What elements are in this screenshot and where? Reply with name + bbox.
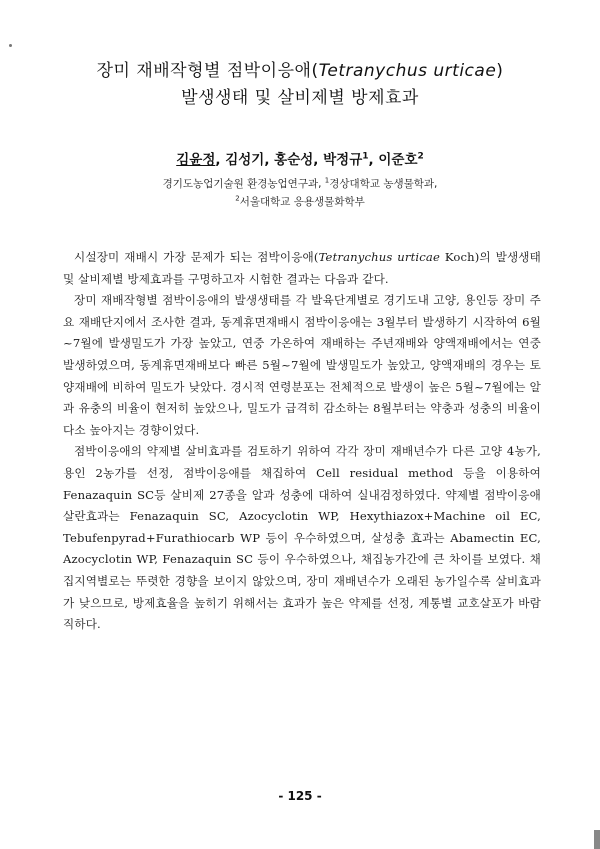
- title-line-1-prefix: 장미 재배작형별 점박이응애(: [96, 61, 319, 81]
- affiliation-2-mark: 2: [235, 194, 240, 203]
- author-separator: ,: [215, 152, 226, 168]
- presenting-author: 김윤정: [176, 152, 216, 168]
- affiliation-line-1: [40, 176, 560, 191]
- title-line-1-suffix: ): [496, 61, 504, 81]
- author-4: 박정규: [323, 152, 363, 168]
- page-number: - 125 -: [278, 789, 322, 803]
- scan-edge: [594, 830, 600, 849]
- species-name-italic: Tetranychus urticae: [318, 250, 440, 264]
- author-5-affil-mark: 2: [417, 151, 424, 162]
- author-3: 홍순성: [274, 152, 314, 168]
- author-separator: ,: [264, 152, 275, 168]
- abstract-body: [63, 247, 541, 636]
- author-separator: ,: [368, 152, 379, 168]
- author-separator: ,: [313, 152, 324, 168]
- abstract-p1-text: 시설장미 재배시 가장 문제가 되는 점박이응애(: [74, 250, 319, 264]
- abstract-paragraph-1: [63, 247, 541, 290]
- title-species-name: Tetranychus urticae: [318, 61, 497, 81]
- affiliation-2: 서울대학교 응용생물화학부: [239, 196, 365, 208]
- paper-title: [40, 58, 560, 112]
- scan-speck: [9, 44, 12, 47]
- author-list: [40, 148, 560, 168]
- affiliation-line-2: [40, 194, 560, 209]
- abstract-paragraph-2: 장미 재배작형별 점박이응애의 발생생태를 각 발육단계별로 경기도내 고양, 용인등 장미 주요 재배단지에서 조사한 결과, 동계휴면재배시 점박이응애는 3월부터 발생하기 시작하여 6월~7월에 발생밀도가 가장 높았고, 연중 가온하여 재배하는 주년재배와 양액재배에서는 연중 발생하였으며, 동계휴면재배보다 빠른 5월~7월에 발생밀도가 높았고, 양액재배의 경우는 토양재배에 비하여 밀도가 낮았다. 경시적 연령분포는 전체적으로 발생이 높은 5월~7월에는 알과 유충의 비율이 현저히 높았으나, 밀도가 급격히 감소하는 8월부터는 약충과 성충의 비율이 다소 높아지는 경향이었다.: [63, 293, 541, 437]
- abstract-p1-text-cont: Koch)의 발생생태 및 살비제별 방제효과를 구명하고자 시험한 결과는 다음과 같다.: [63, 250, 541, 286]
- title-line-2: 발생생태 및 살비제별 방제효과: [181, 88, 419, 108]
- abstract-paragraph-3: 점박이응애의 약제별 살비효과를 검토하기 위하여 각각 장미 재배년수가 다른 고양 4농가, 용인 2농가를 선정, 점박이응애를 채집하여 Cell residual method 등을 이용하여 Fenazaquin SC등 살비제 27종을 알과 성충에 대하여 실내검정하였다. 약제별 점박이응애 살란효과는 Fenazaquin SC, Azocyclotin WP, Hexythiazox+Machine oil EC, Tebufenpyrad+Furathiocarb WP 등이 우수하였으며, 살성충 효과는 Abamectin EC, Azocyclotin WP, Fenazaquin SC 등이 우수하였으나, 채집농가간에 큰 차이를 보였다. 채집지역별로는 뚜렷한 경향을 보이지 않았으며, 장미 재배년수가 오래된 농가일수록 살비효과가 낮으므로, 방제효율을 높히기 위해서는 효과가 높은 약제를 선정, 계통별 교호살포가 바람직하다.: [63, 444, 541, 632]
- author-2: 김성기: [225, 152, 265, 168]
- author-5: 이준호: [378, 152, 418, 168]
- title-line-1: [40, 58, 560, 85]
- author-4-affil-mark: 1: [362, 151, 369, 162]
- affiliation-1: 경상대학교 농생물학과,: [329, 178, 438, 190]
- affiliation-1-mark: 1: [324, 176, 330, 185]
- affiliation-main: 경기도농업기술원 환경농업연구과,: [162, 178, 325, 190]
